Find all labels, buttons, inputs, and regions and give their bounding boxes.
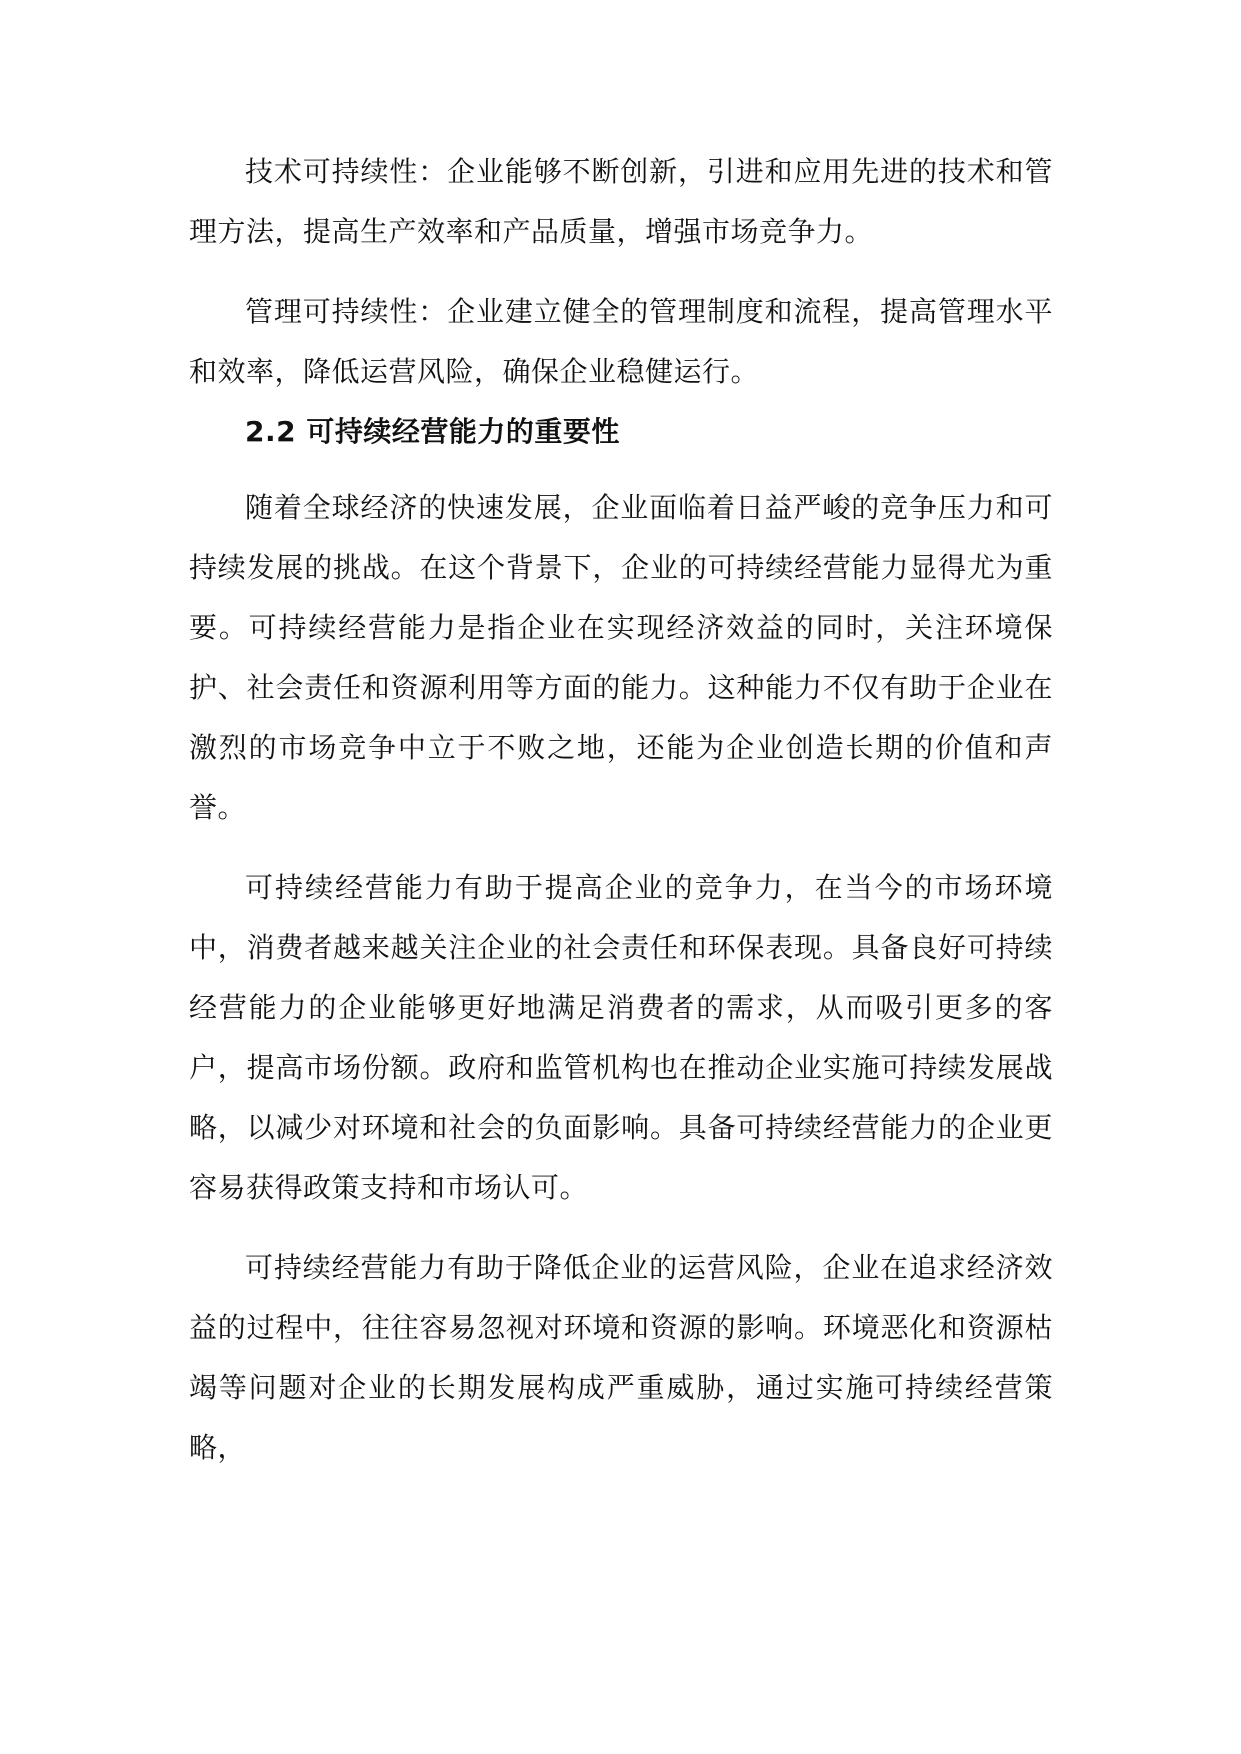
document-body [189, 142, 1053, 1478]
paragraph-management-sustainability: 管理可持续性：企业建立健全的管理制度和流程，提高管理水平和效率，降低运营风险，确保企业稳健运行。 [189, 295, 1053, 388]
paragraph-risk-reduction: 可持续经营能力有助于降低企业的运营风险，企业在追求经济效益的过程中，往往容易忽视对环境和资源的影响。环境恶化和资源枯竭等问题对企业的长期发展构成严重威胁，通过实施可持续经营策略， [189, 1251, 1053, 1464]
paragraph-importance-intro: 随着全球经济的快速发展，企业面临着日益严峻的竞争压力和可持续发展的挑战。在这个背景下，企业的可持续经营能力显得尤为重要。可持续经营能力是指企业在实现经济效益的同时，关注环境保护、社会责任和资源利用等方面的能力。这种能力不仅有助于企业在激烈的市场竞争中立于不败之地，还能为企业创造长期的价值和声誉。 [189, 491, 1053, 824]
section-heading: 2.2 可持续经营能力的重要性 [245, 415, 620, 448]
paragraph-competitiveness: 可持续经营能力有助于提高企业的竞争力，在当今的市场环境中，消费者越来越关注企业的社会责任和环保表现。具备良好可持续经营能力的企业能够更好地满足消费者的需求，从而吸引更多的客户，提高市场份额。政府和监管机构也在推动企业实施可持续发展战略，以减少对环境和社会的负面影响。具备可持续经营能力的企业更容易获得政策支持和市场认可。 [189, 871, 1053, 1204]
paragraph-technical-sustainability: 技术可持续性：企业能够不断创新，引进和应用先进的技术和管理方法，提高生产效率和产品质量，增强市场竞争力。 [189, 155, 1053, 248]
